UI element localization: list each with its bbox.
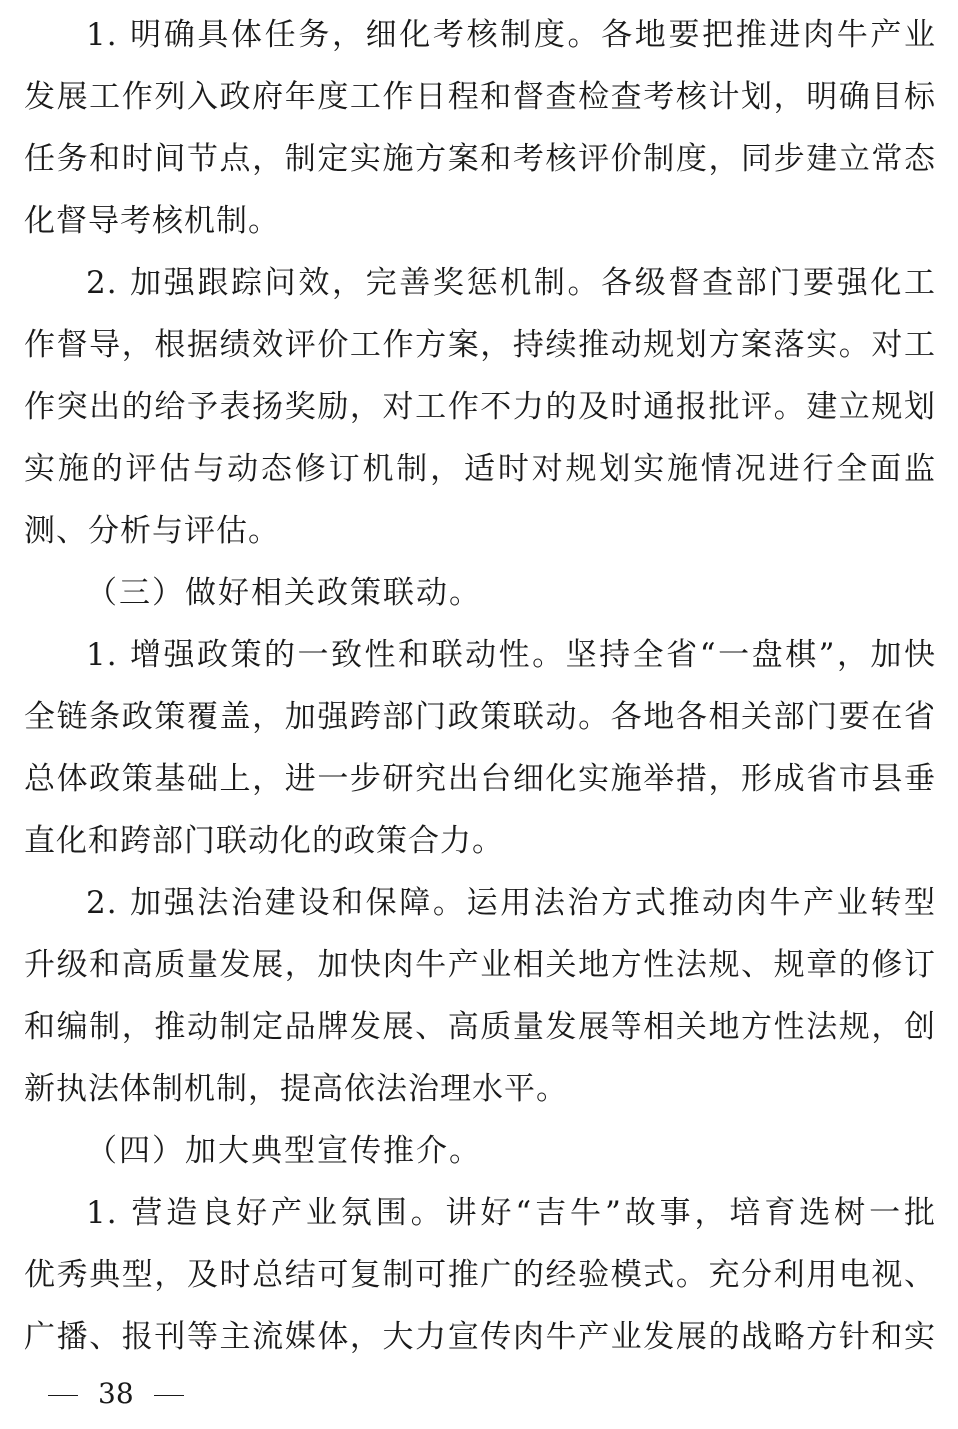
paragraph-5: [24, 1182, 936, 1368]
text-line: 化督导考核机制。: [24, 203, 280, 239]
text-line: 发展工作列入政府年度工作日程和督查检查考核计划，明确目标: [24, 79, 936, 115]
text-line: 总体政策基础上，进一步研究出台细化实施举措，形成省市县垂: [24, 761, 936, 797]
dash-left: [48, 1395, 78, 1396]
text-line: 测、分析与评估。: [24, 513, 280, 549]
dash-right: [154, 1395, 184, 1396]
section-heading: （三）做好相关政策联动。: [86, 575, 482, 611]
text-line: 新执法体制机制，提高依法治理水平。: [24, 1071, 568, 1107]
section-heading: （四）加大典型宣传推介。: [86, 1133, 482, 1169]
text-line: 2. 加强跟踪问效，完善奖惩机制。各级督查部门要强化工: [86, 265, 936, 301]
paragraph-1: [24, 4, 936, 252]
section-heading-4: [24, 1120, 936, 1182]
paragraph-2: [24, 252, 936, 562]
page-number: 38: [98, 1377, 134, 1410]
page-footer: [48, 1374, 184, 1414]
text-line: 作督导，根据绩效评价工作方案，持续推动规划方案落实。对工: [24, 327, 936, 363]
text-line: 任务和时间节点，制定实施方案和考核评价制度，同步建立常态: [24, 141, 936, 177]
paragraph-4: [24, 872, 936, 1120]
text-line: 作突出的给予表扬奖励，对工作不力的及时通报批评。建立规划: [24, 389, 936, 425]
text-line: 1. 营造良好产业氛围。讲好“吉牛”故事，培育选树一批: [86, 1195, 936, 1231]
text-line: 全链条政策覆盖，加强跨部门政策联动。各地各相关部门要在省: [24, 699, 936, 735]
text-line: 1. 明确具体任务，细化考核制度。各地要把推进肉牛产业: [86, 17, 936, 53]
text-line: 广播、报刊等主流媒体，大力宣传肉牛产业发展的战略方针和实: [24, 1319, 936, 1355]
text-line: 和编制，推动制定品牌发展、高质量发展等相关地方性法规，创: [24, 1009, 936, 1045]
text-line: 直化和跨部门联动化的政策合力。: [24, 823, 504, 859]
text-line: 升级和高质量发展，加快肉牛产业相关地方性法规、规章的修订: [24, 947, 936, 983]
text-line: 实施的评估与动态修订机制，适时对规划实施情况进行全面监: [24, 451, 936, 487]
text-line: 1. 增强政策的一致性和联动性。坚持全省“一盘棋”，加快: [86, 637, 936, 673]
text-line: 优秀典型，及时总结可复制可推广的经验模式。充分利用电视、: [24, 1257, 936, 1293]
text-line: 2. 加强法治建设和保障。运用法治方式推动肉牛产业转型: [86, 885, 936, 921]
paragraph-3: [24, 624, 936, 872]
section-heading-3: [24, 562, 936, 624]
